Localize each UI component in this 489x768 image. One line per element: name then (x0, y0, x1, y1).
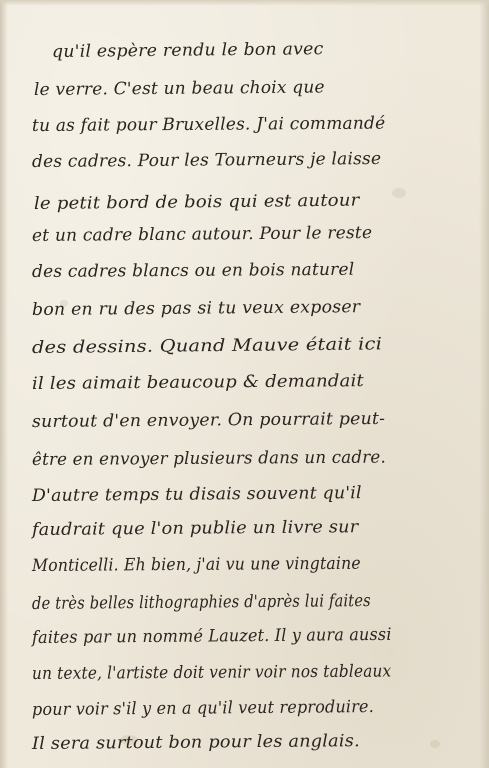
text-line: et un cadre blanc autour. Pour le reste (31, 223, 373, 246)
text-line: un texte, l'artiste doit venir voir nos tableaux (31, 661, 392, 684)
text-line: il les aimait beaucoup & demandait (31, 371, 365, 394)
text-line: qu'il espère rendu le bon avec (51, 39, 324, 62)
text-line: de très belles lithographies d'après lui faites (31, 591, 371, 614)
text-line: faudrait que l'on publie un livre sur (31, 517, 359, 540)
text-line: être en envoyer plusieurs dans un cadre. (31, 447, 387, 470)
text-line: D'autre temps tu disais souvent qu'il (31, 483, 362, 506)
text-line: bon en ru des pas si tu veux exposer (31, 297, 361, 320)
text-line: des cadres. Pour les Tourneurs je laisse (31, 148, 382, 172)
text-line: surtout d'en envoyer. On pourrait peut- (31, 408, 386, 432)
text-line: le verre. C'est un beau choix que (33, 77, 325, 100)
text-line: Monticelli. Eh bien, j'ai vu une vingtaine (31, 553, 361, 576)
text-line: faites par un nommé Lauzet. Il y aura aussi (31, 624, 392, 648)
text-line: des dessins. Quand Mauve était ici (31, 334, 383, 358)
text-line: des cadres blancs ou en bois naturel (31, 259, 355, 282)
text-line: tu as fait pour Bruxelles. J'ai commandé (31, 113, 386, 136)
text-line: le petit bord de bois qui est autour (33, 190, 360, 214)
text-line: Il sera surtout bon pour les anglais. (31, 731, 360, 754)
text-line: pour voir s'il y en a qu'il veut reproduire. (31, 697, 375, 720)
